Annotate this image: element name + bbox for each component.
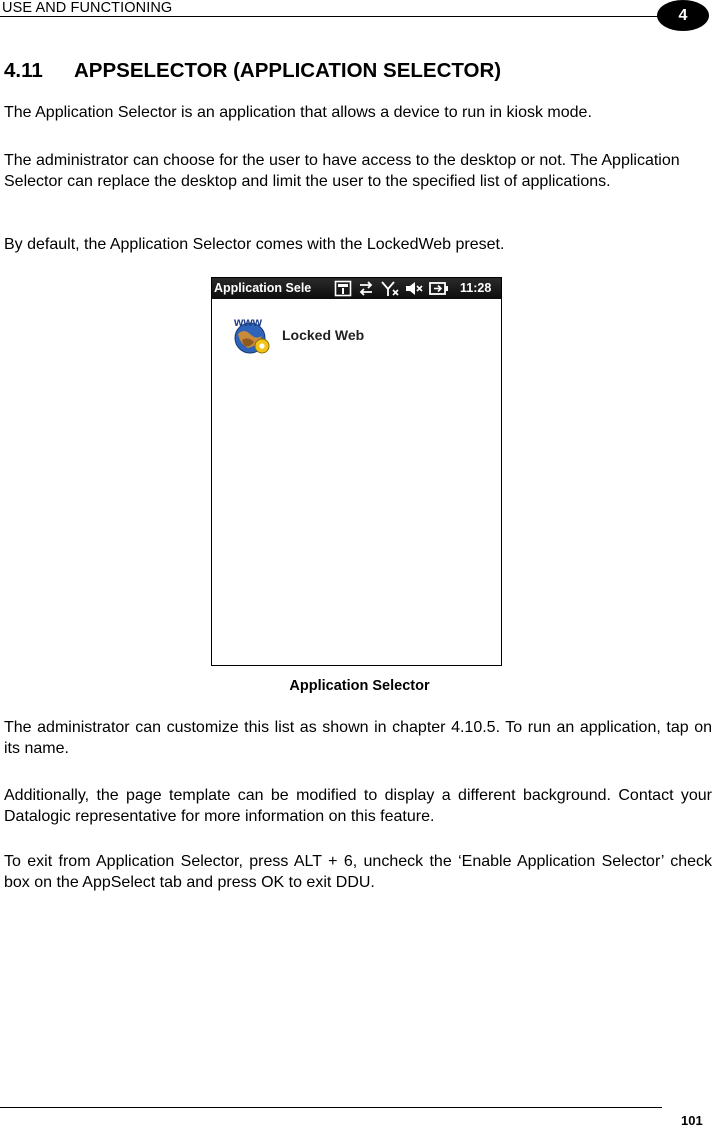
volume-muted-icon[interactable] [404, 280, 424, 297]
paragraph-exit-instructions: To exit from Application Selector, press ALT + 6, uncheck the ‘Enable Application Selector’ check box on the AppSelect tab and press OK to exit DDU. [4, 853, 712, 891]
battery-icon[interactable] [428, 280, 450, 297]
app-icon-www-text: www [234, 315, 263, 329]
header-rule [0, 16, 660, 17]
paragraph-customize-list: The administrator can customize this list as shown in chapter 4.10.5. To run an application, tap on its name. [4, 719, 712, 757]
figure-caption: Application Selector [289, 678, 430, 694]
paragraph-default-preset: By default, the Application Selector comes with the LockedWeb preset. [4, 236, 505, 253]
paragraph-intro: The Application Selector is an application that allows a device to run in kiosk mode. [4, 104, 592, 121]
chapter-badge: 4 [657, 0, 709, 31]
section-number: 4.11 [4, 59, 43, 82]
section-title-text: APPSELECTOR (APPLICATION SELECTOR) [74, 59, 502, 82]
signal-off-icon[interactable] [380, 280, 400, 297]
footer-rule [0, 1107, 662, 1108]
running-header: USE AND FUNCTIONING [2, 0, 173, 16]
device-clock: 11:28 [460, 281, 492, 295]
app-label[interactable]: Locked Web [282, 327, 365, 343]
device-status-bar [212, 278, 501, 299]
page-number: 101 [681, 1113, 703, 1128]
locked-web-globe-icon[interactable] [230, 314, 274, 358]
sync-icon[interactable] [357, 280, 375, 297]
device-title-bar-text: Application Sele [214, 281, 312, 295]
device-screenshot [211, 277, 502, 666]
keyboard-icon[interactable] [334, 280, 352, 297]
paragraph-admin-desktop: The administrator can choose for the user to have access to the desktop or not. The Application Selector can replace the desktop and limit the user to the specified list of applications. [4, 152, 680, 190]
section-heading [4, 59, 501, 83]
paragraph-background: Additionally, the page template can be modified to display a different background. Contact your Datalogic representative for more information on this feature. [4, 787, 712, 825]
app-list-item-locked-web[interactable] [230, 314, 430, 358]
